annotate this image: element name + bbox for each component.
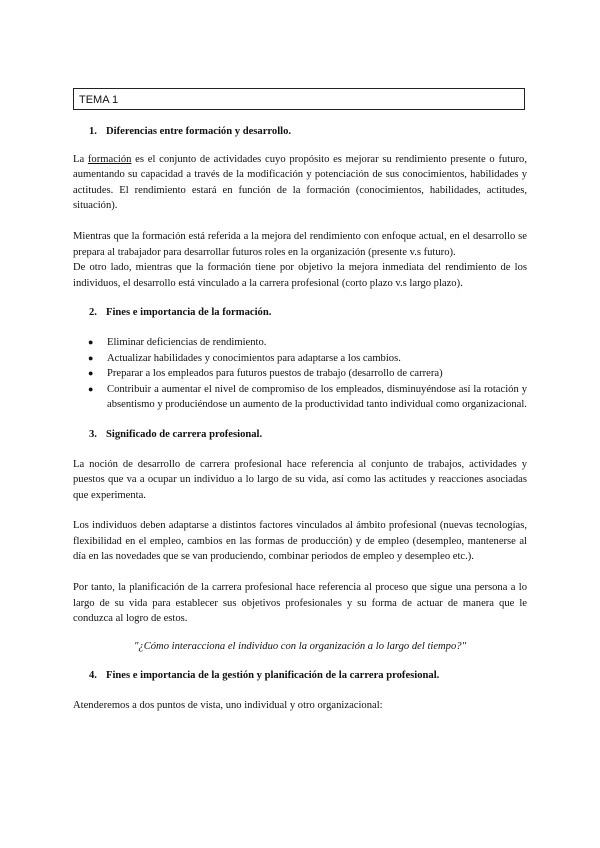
section-2-list [73, 335, 527, 413]
section-1-paragraph-2: Mientras que la formación está referida a la mejora del rendimiento con enfoque actual, en el desarrollo se prepara al trabajador para desarrollar futuros roles en la organización (presente v.s futuro). [73, 230, 527, 258]
section-1-title: Diferencias entre formación y desarrollo. [106, 126, 292, 137]
list-item [73, 335, 527, 351]
list-item [73, 366, 527, 382]
section-1-number: 1. [89, 126, 97, 137]
list-item-text: Contribuir a aumentar el nivel de compromiso de los empleados, disminuyéndose así la rotación y absentismo y produciéndose un aumento de la productividad tanto individual como organizacional. [107, 383, 527, 411]
section-1-paragraph-1-rest: es el conjunto de actividades cuyo propósito es mejorar su rendimiento presente o futuro, aumentando su capacidad a través de la modificación y potenciación de sus conocimientos, habilidades y actitudes. El rendimiento estará en función de la formación (conocimientos, habilidades, actitudes, situación). [73, 153, 527, 212]
section-1-paragraph-1 [73, 152, 527, 214]
formacion-term: formación [87, 153, 132, 165]
list-item-text: Preparar a los empleados para futuros puestos de trabajo (desarrollo de carrera) [107, 368, 443, 380]
section-2-heading [73, 305, 527, 321]
section-3-paragraph-1: La noción de desarrollo de carrera profesional hace referencia al conjunto de trabajos, actividades y puestos que va a ocupar un individuo a lo largo de su vida, así como las actitudes y reacciones asociadas que experimenta. [73, 458, 527, 501]
section-1-paragraph-1-lead: La [73, 153, 88, 165]
section-4-paragraph-1: Atenderemos a dos puntos de vista, uno individual y otro organizacional: [73, 700, 383, 712]
section-2-number: 2. [89, 307, 97, 319]
list-item-text: Actualizar habilidades y conocimientos para adaptarse a los cambios. [107, 352, 401, 364]
section-3-heading [73, 427, 527, 443]
tema-title: TEMA 1 [79, 94, 119, 106]
section-3-paragraph-3: Por tanto, la planificación de la carrera profesional hace referencia al proceso que sigue una persona a lo largo de su vida para establecer sus objetivos profesionales y su forma de actuar de manera que le conduzca al logro de estos. [73, 582, 527, 625]
section-3-paragraph-2: Los individuos deben adaptarse a distintos factores vinculados al ámbito profesional (nuevas tecnologías, flexibilidad en el empleo, cambios en las formas de producción) y de empleo (desempleo, mantenerse al día en las novedades que se van produciendo, combinar periodos de empleo y desempleo etc.). [73, 520, 527, 563]
section-4-title: Fines e importancia de la gestión y planificación de la carrera profesional. [106, 670, 440, 682]
section-4-number: 4. [89, 670, 97, 682]
section-4-heading [73, 668, 527, 684]
section-3-quote: "¿Cómo interacciona el individuo con la organización a lo largo del tiempo?" [133, 640, 467, 652]
tema-title-box [73, 88, 525, 110]
bullet-icon: ● [88, 336, 94, 347]
section-3-title: Significado de carrera profesional. [106, 428, 263, 440]
bullet-icon: ● [88, 383, 94, 394]
section-1-paragraph-3: De otro lado, mientras que la formación tiene por objetivo la mejora inmediata del rendimiento de los individuos, el desarrollo está vinculado a la carrera profesional (corto plazo v.s largo plazo). [73, 262, 527, 289]
bullet-icon: ● [88, 368, 94, 379]
list-item-text: Eliminar deficiencias de rendimiento. [107, 336, 267, 348]
list-item [73, 382, 527, 413]
document-body [73, 124, 527, 714]
section-2-title: Fines e importancia de la formación. [106, 307, 272, 319]
section-3-number: 3. [89, 428, 97, 440]
list-item [73, 351, 527, 367]
bullet-icon: ● [88, 352, 94, 363]
section-1-heading [73, 124, 527, 140]
